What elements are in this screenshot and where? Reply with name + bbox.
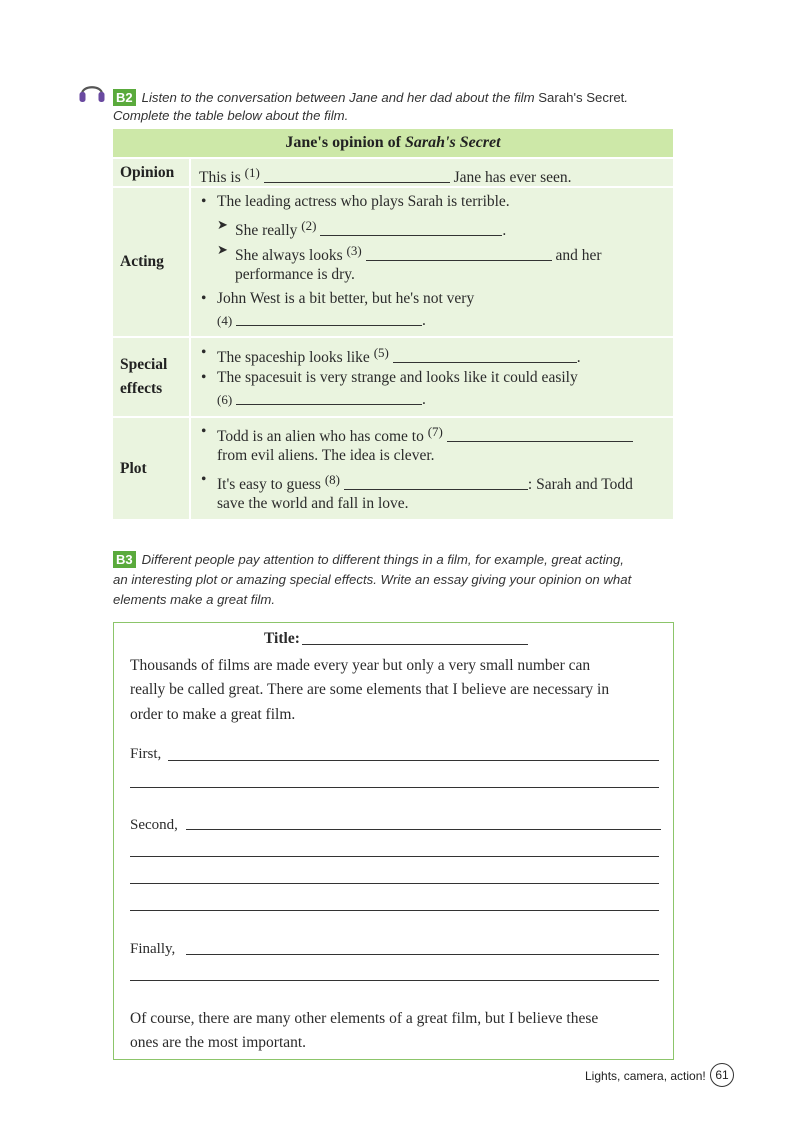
b3-badge: B3 (113, 551, 136, 568)
acting-line-4: performance is dry. (235, 266, 355, 283)
effects-line-2: • The spacesuit is very strange and looks like it could easily (217, 368, 578, 388)
writing-line[interactable] (130, 883, 659, 884)
table-title-text: Jane's opinion of (285, 134, 405, 151)
blank-number-1: (1) (244, 165, 260, 180)
blank-number-6: (6) (217, 392, 233, 407)
b3-line-2: an interesting plot or amazing special effects. Write an essay giving your opinion on what (113, 572, 632, 587)
blank-number-4: (4) (217, 313, 233, 328)
essay-outro-2: ones are the most important. (130, 1034, 307, 1051)
headphones-icon (78, 79, 106, 105)
acting-l2-pre: She really (235, 222, 302, 239)
footer-section-title: Lights, camera, action! (585, 1069, 706, 1083)
b3-line-1: Different people pay attention to different things in a film, for example, great acting, (141, 552, 624, 567)
blank-number-3: (3) (346, 243, 362, 258)
blank-5[interactable] (393, 349, 577, 363)
opinion-table (113, 129, 673, 519)
plot-line-1 (217, 422, 633, 447)
essay-outro-1: Of course, there are many other elements of a great film, but I believe these (130, 1010, 599, 1027)
writing-line[interactable] (130, 980, 659, 981)
row-label-effects (113, 338, 189, 416)
blank-4[interactable] (236, 312, 422, 326)
essay-box (113, 622, 674, 1060)
opinion-line (199, 163, 572, 188)
arrow-bullet-icon: ➤ (217, 243, 228, 258)
opinion-post: Jane has ever seen. (449, 169, 572, 186)
plot-l3-post: : Sarah and Todd (527, 476, 633, 493)
table-row-opinion (113, 159, 673, 186)
plot-l1-pre: Todd is an alien who has come to (217, 428, 428, 445)
row-label-opinion: Opinion (120, 163, 175, 181)
plot-line-4: save the world and fall in love. (217, 495, 409, 512)
page-number: 61 (710, 1063, 734, 1087)
film-name: Sarah's Secret (538, 90, 625, 105)
blank-1[interactable] (264, 169, 450, 183)
essay-intro-1: Thousands of films are made every year but only a very small number can (130, 657, 591, 674)
essay-title-label: Title: (264, 630, 300, 647)
blank-number-5: (5) (373, 345, 389, 360)
acting-l2-post: . (502, 222, 507, 239)
acting-line-3 (217, 241, 602, 266)
blank-8[interactable] (344, 476, 528, 490)
b2-instructions (113, 89, 673, 125)
essay-intro-3: order to make a great film. (130, 706, 296, 723)
b2-instruction-end: . (624, 90, 629, 105)
blank-number-7: (7) (427, 424, 443, 439)
row-label-plot: Plot (120, 459, 147, 477)
effects-label-2: effects (120, 380, 163, 397)
plot-line-2: from evil aliens. The idea is clever. (217, 447, 435, 464)
table-row-plot (113, 418, 673, 519)
arrow-bullet-icon: ➤ (217, 218, 228, 233)
acting-line-5: • John West is a bit better, but he's not very (217, 289, 474, 309)
b3-line-3: elements make a great film. (113, 592, 275, 607)
b2-instruction-text: Listen to the conversation between Jane and her dad about the film (141, 90, 539, 105)
essay-finally-label: Finally, (130, 941, 176, 957)
acting-l3-post: and her (551, 247, 602, 264)
essay-intro-2: really be called great. There are some elements that I believe are necessary in (130, 681, 610, 698)
effects-line-3 (217, 390, 426, 410)
effects-label-1: Special (120, 356, 168, 373)
acting-l6-post: . (422, 312, 426, 329)
effects-line-1 (217, 343, 581, 368)
plot-line-3 (217, 470, 633, 495)
b2-badge: B2 (113, 89, 136, 106)
effects-l3-post: . (422, 391, 426, 408)
b2-instruction-line2: Complete the table below about the film. (113, 108, 349, 123)
writing-line[interactable] (186, 954, 659, 955)
table-row-acting (113, 188, 673, 336)
blank-number-8: (8) (324, 472, 341, 487)
row-label-acting: Acting (120, 253, 164, 270)
effects-l1-post: . (576, 349, 581, 366)
acting-line-1: • The leading actress who plays Sarah is terrible. (217, 192, 510, 212)
blank-6[interactable] (236, 391, 422, 405)
blank-2[interactable] (320, 222, 502, 236)
b3-instructions (113, 550, 673, 610)
writing-line[interactable] (130, 856, 659, 857)
blank-3[interactable] (366, 247, 552, 261)
writing-line[interactable] (130, 787, 659, 788)
writing-line[interactable] (130, 910, 659, 911)
acting-line-6 (217, 311, 426, 331)
table-title-film: Sarah's Secret (405, 134, 501, 151)
writing-line[interactable] (168, 760, 659, 761)
table-title (113, 129, 673, 157)
acting-l3-pre: She always looks (235, 247, 347, 264)
effects-l1-pre: The spaceship looks like (217, 349, 374, 366)
plot-l3-pre: It's easy to guess (217, 476, 325, 493)
table-row-effects (113, 338, 673, 416)
acting-line-2 (217, 216, 507, 241)
essay-title-line[interactable] (302, 644, 528, 645)
essay-second-label: Second, (130, 817, 178, 833)
blank-number-2: (2) (301, 218, 317, 233)
blank-7[interactable] (447, 428, 633, 442)
essay-first-label: First, (130, 746, 162, 762)
opinion-pre: This is (199, 169, 245, 186)
writing-line[interactable] (186, 829, 661, 830)
